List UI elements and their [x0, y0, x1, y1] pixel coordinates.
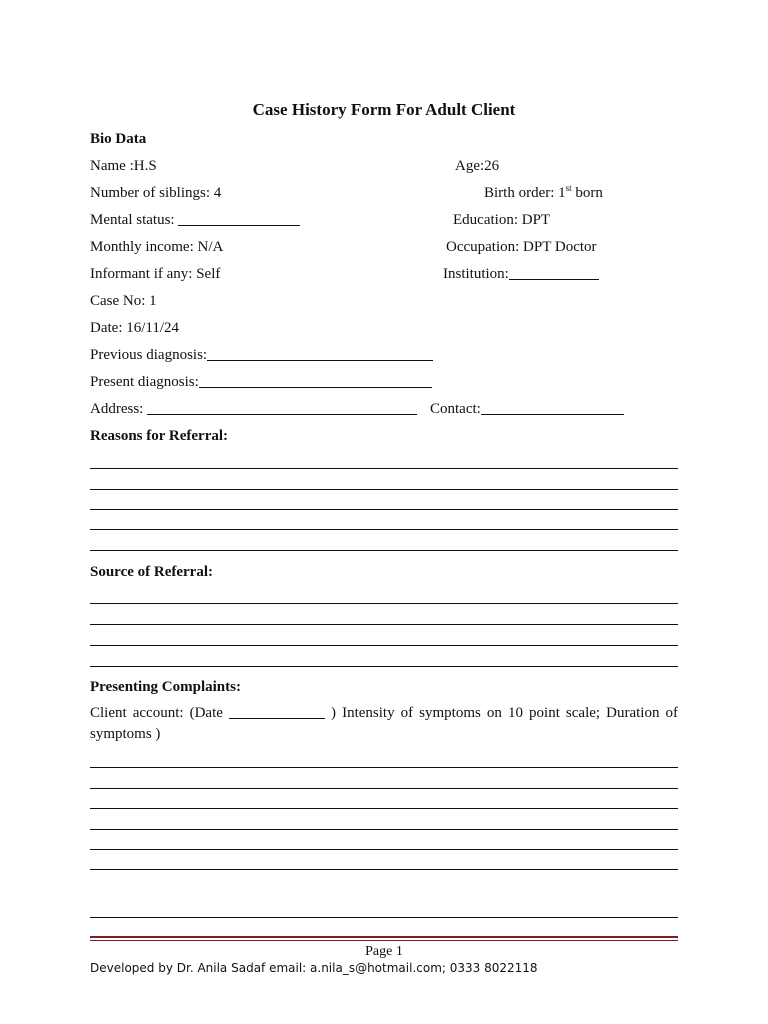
referral-reason-line[interactable] — [90, 550, 678, 551]
referral-reason-line[interactable] — [90, 489, 678, 490]
complaint-line[interactable] — [90, 767, 678, 768]
siblings-field: Number of siblings: 4 — [90, 185, 222, 201]
complaint-line[interactable] — [90, 869, 678, 870]
address-blank[interactable] — [147, 400, 417, 415]
page-number: Page 1 — [365, 944, 403, 959]
contact-blank[interactable] — [481, 400, 624, 415]
footer-divider-thin — [90, 940, 678, 941]
referral-reason-line[interactable] — [90, 509, 678, 510]
birth-order-sup: st — [565, 183, 572, 193]
mental-status-label: Mental status: — [90, 212, 175, 228]
mental-status-field[interactable] — [90, 211, 300, 229]
complaint-line[interactable] — [90, 829, 678, 830]
monthly-income-field: Monthly income: N/A — [90, 239, 224, 255]
client-account-start: Client account: (Date — [90, 705, 229, 721]
complaint-line[interactable] — [90, 788, 678, 789]
developer-credit: Developed by Dr. Anila Sadaf email: a.nila_s@hotmail.com; 0333 8022118 — [90, 961, 538, 975]
bio-data-heading: Bio Data — [90, 131, 147, 147]
institution-blank[interactable] — [509, 265, 599, 280]
complaint-line[interactable] — [90, 808, 678, 809]
referral-reason-line[interactable] — [90, 468, 678, 469]
present-diagnosis-label: Present diagnosis: — [90, 374, 199, 390]
footer-divider — [90, 936, 678, 938]
complaint-line[interactable] — [90, 849, 678, 850]
contact-label: Contact: — [430, 401, 481, 417]
informant-field: Informant if any: Self — [90, 266, 221, 282]
referral-source-line[interactable] — [90, 645, 678, 646]
contact-field[interactable] — [430, 400, 624, 418]
address-field[interactable] — [90, 400, 417, 418]
reasons-for-referral-heading: Reasons for Referral: — [90, 428, 229, 444]
present-diagnosis-field[interactable] — [90, 373, 432, 391]
name-field: Name :H.S — [90, 158, 157, 174]
source-of-referral-heading: Source of Referral: — [90, 564, 214, 580]
education-field: Education: DPT — [453, 212, 551, 228]
page-title: Case History Form For Adult Client — [252, 100, 516, 119]
client-account-date-blank[interactable] — [229, 704, 325, 719]
referral-source-line[interactable] — [90, 603, 678, 604]
institution-label: Institution: — [443, 266, 509, 282]
mental-status-blank[interactable] — [178, 211, 300, 226]
complaint-line[interactable] — [90, 917, 678, 918]
referral-source-line[interactable] — [90, 624, 678, 625]
case-no-field: Case No: 1 — [90, 293, 157, 309]
birth-order-suffix: born — [571, 185, 603, 201]
previous-diagnosis-label: Previous diagnosis: — [90, 347, 208, 363]
referral-reason-line[interactable] — [90, 529, 678, 530]
present-diagnosis-blank[interactable] — [199, 373, 432, 388]
date-field: Date: 16/11/24 — [90, 320, 180, 336]
birth-order-field — [484, 184, 603, 202]
referral-source-line[interactable] — [90, 666, 678, 667]
birth-order-label: Birth order: 1 — [484, 185, 566, 201]
institution-field[interactable] — [443, 265, 599, 283]
occupation-field: Occupation: DPT Doctor — [446, 239, 597, 255]
client-account-text[interactable] — [90, 703, 678, 745]
client-account-end: ) Intensity of symptoms on 10 point scale; Duration of symptoms ) — [90, 705, 678, 742]
address-label: Address: — [90, 401, 144, 417]
previous-diagnosis-blank[interactable] — [207, 346, 433, 361]
presenting-complaints-heading: Presenting Complaints: — [90, 679, 241, 695]
age-field: Age:26 — [455, 158, 500, 174]
previous-diagnosis-field[interactable] — [90, 346, 433, 364]
